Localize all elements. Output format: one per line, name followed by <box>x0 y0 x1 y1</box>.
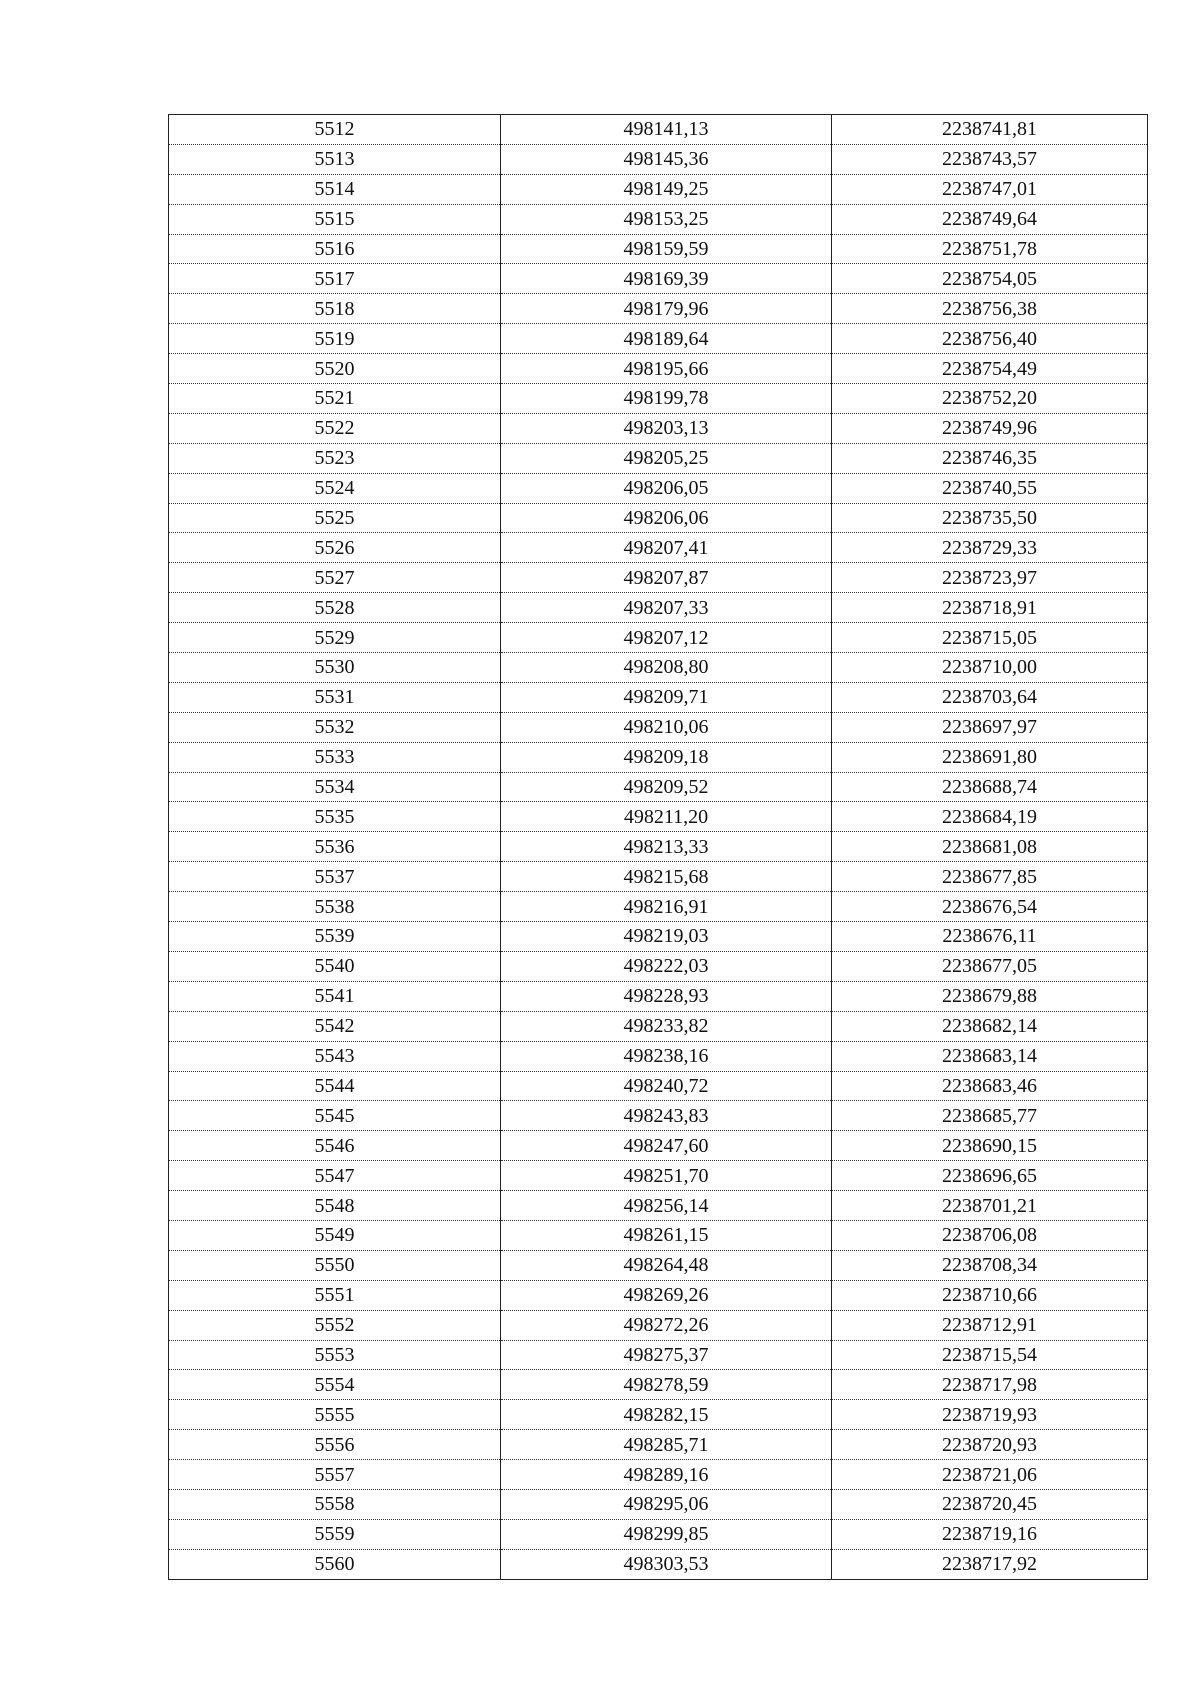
point-number-cell: 5526 <box>169 533 501 563</box>
point-number-cell: 5549 <box>169 1220 501 1250</box>
y-coordinate-cell: 2238703,64 <box>832 682 1148 712</box>
table-row <box>169 1161 1148 1191</box>
table-row <box>169 503 1148 533</box>
table-row <box>169 1250 1148 1280</box>
point-number-cell: 5512 <box>169 115 501 145</box>
y-coordinate-cell: 2238743,57 <box>832 144 1148 174</box>
table-row <box>169 1340 1148 1370</box>
x-coordinate-cell: 498303,53 <box>501 1549 832 1579</box>
point-number-cell: 5518 <box>169 294 501 324</box>
table-row <box>169 862 1148 892</box>
x-coordinate-cell: 498207,12 <box>501 623 832 653</box>
x-coordinate-cell: 498203,13 <box>501 413 832 443</box>
point-number-cell: 5515 <box>169 204 501 234</box>
x-coordinate-cell: 498219,03 <box>501 922 832 952</box>
x-coordinate-cell: 498261,15 <box>501 1220 832 1250</box>
table-row <box>169 1220 1148 1250</box>
point-number-cell: 5556 <box>169 1430 501 1460</box>
x-coordinate-cell: 498205,25 <box>501 443 832 473</box>
x-coordinate-cell: 498179,96 <box>501 294 832 324</box>
y-coordinate-cell: 2238697,97 <box>832 712 1148 742</box>
table-row <box>169 712 1148 742</box>
table-row <box>169 772 1148 802</box>
point-number-cell: 5554 <box>169 1370 501 1400</box>
x-coordinate-cell: 498278,59 <box>501 1370 832 1400</box>
point-number-cell: 5537 <box>169 862 501 892</box>
point-number-cell: 5558 <box>169 1489 501 1519</box>
x-coordinate-cell: 498228,93 <box>501 981 832 1011</box>
point-number-cell: 5516 <box>169 234 501 264</box>
x-coordinate-cell: 498243,83 <box>501 1101 832 1131</box>
x-coordinate-cell: 498195,66 <box>501 354 832 384</box>
y-coordinate-cell: 2238746,35 <box>832 443 1148 473</box>
x-coordinate-cell: 498285,71 <box>501 1430 832 1460</box>
x-coordinate-cell: 498233,82 <box>501 1011 832 1041</box>
table-row <box>169 204 1148 234</box>
y-coordinate-cell: 2238717,92 <box>832 1549 1148 1579</box>
y-coordinate-cell: 2238754,05 <box>832 264 1148 294</box>
table-row <box>169 1430 1148 1460</box>
table-row <box>169 1549 1148 1579</box>
x-coordinate-cell: 498206,05 <box>501 473 832 503</box>
y-coordinate-cell: 2238756,40 <box>832 324 1148 354</box>
point-number-cell: 5552 <box>169 1310 501 1340</box>
table-row <box>169 981 1148 1011</box>
table-row <box>169 1191 1148 1221</box>
table-row <box>169 832 1148 862</box>
point-number-cell: 5524 <box>169 473 501 503</box>
table-row <box>169 1460 1148 1490</box>
point-number-cell: 5548 <box>169 1191 501 1221</box>
point-number-cell: 5522 <box>169 413 501 443</box>
y-coordinate-cell: 2238747,01 <box>832 174 1148 204</box>
y-coordinate-cell: 2238741,81 <box>832 115 1148 145</box>
table-row <box>169 742 1148 772</box>
table-row <box>169 384 1148 414</box>
point-number-cell: 5531 <box>169 682 501 712</box>
x-coordinate-cell: 498269,26 <box>501 1280 832 1310</box>
point-number-cell: 5545 <box>169 1101 501 1131</box>
y-coordinate-cell: 2238676,11 <box>832 922 1148 952</box>
y-coordinate-cell: 2238685,77 <box>832 1101 1148 1131</box>
point-number-cell: 5521 <box>169 384 501 414</box>
y-coordinate-cell: 2238715,05 <box>832 623 1148 653</box>
y-coordinate-cell: 2238691,80 <box>832 742 1148 772</box>
y-coordinate-cell: 2238690,15 <box>832 1131 1148 1161</box>
table-row <box>169 144 1148 174</box>
point-number-cell: 5542 <box>169 1011 501 1041</box>
y-coordinate-cell: 2238751,78 <box>832 234 1148 264</box>
y-coordinate-cell: 2238708,34 <box>832 1250 1148 1280</box>
table-row <box>169 174 1148 204</box>
point-number-cell: 5533 <box>169 742 501 772</box>
point-number-cell: 5547 <box>169 1161 501 1191</box>
y-coordinate-cell: 2238715,54 <box>832 1340 1148 1370</box>
table-row <box>169 1310 1148 1340</box>
table-row <box>169 1519 1148 1549</box>
x-coordinate-cell: 498210,06 <box>501 712 832 742</box>
y-coordinate-cell: 2238720,45 <box>832 1489 1148 1519</box>
coordinates-table-body <box>169 115 1148 1580</box>
y-coordinate-cell: 2238701,21 <box>832 1191 1148 1221</box>
y-coordinate-cell: 2238684,19 <box>832 802 1148 832</box>
point-number-cell: 5543 <box>169 1041 501 1071</box>
y-coordinate-cell: 2238756,38 <box>832 294 1148 324</box>
table-row <box>169 1101 1148 1131</box>
table-row <box>169 354 1148 384</box>
x-coordinate-cell: 498289,16 <box>501 1460 832 1490</box>
x-coordinate-cell: 498145,36 <box>501 144 832 174</box>
y-coordinate-cell: 2238706,08 <box>832 1220 1148 1250</box>
table-row <box>169 593 1148 623</box>
table-row <box>169 1071 1148 1101</box>
point-number-cell: 5519 <box>169 324 501 354</box>
y-coordinate-cell: 2238683,14 <box>832 1041 1148 1071</box>
point-number-cell: 5557 <box>169 1460 501 1490</box>
y-coordinate-cell: 2238679,88 <box>832 981 1148 1011</box>
point-number-cell: 5550 <box>169 1250 501 1280</box>
x-coordinate-cell: 498272,26 <box>501 1310 832 1340</box>
point-number-cell: 5535 <box>169 802 501 832</box>
table-row <box>169 324 1148 354</box>
y-coordinate-cell: 2238718,91 <box>832 593 1148 623</box>
x-coordinate-cell: 498295,06 <box>501 1489 832 1519</box>
point-number-cell: 5523 <box>169 443 501 473</box>
y-coordinate-cell: 2238749,96 <box>832 413 1148 443</box>
x-coordinate-cell: 498215,68 <box>501 862 832 892</box>
table-row <box>169 1400 1148 1430</box>
y-coordinate-cell: 2238749,64 <box>832 204 1148 234</box>
point-number-cell: 5560 <box>169 1549 501 1579</box>
x-coordinate-cell: 498207,33 <box>501 593 832 623</box>
x-coordinate-cell: 498222,03 <box>501 951 832 981</box>
table-row <box>169 1041 1148 1071</box>
x-coordinate-cell: 498159,59 <box>501 234 832 264</box>
point-number-cell: 5544 <box>169 1071 501 1101</box>
point-number-cell: 5541 <box>169 981 501 1011</box>
table-row <box>169 1280 1148 1310</box>
table-row <box>169 413 1148 443</box>
table-row <box>169 563 1148 593</box>
point-number-cell: 5528 <box>169 593 501 623</box>
x-coordinate-cell: 498153,25 <box>501 204 832 234</box>
table-row <box>169 1370 1148 1400</box>
table-row <box>169 922 1148 952</box>
table-row <box>169 1011 1148 1041</box>
x-coordinate-cell: 498207,41 <box>501 533 832 563</box>
x-coordinate-cell: 498207,87 <box>501 563 832 593</box>
point-number-cell: 5534 <box>169 772 501 802</box>
x-coordinate-cell: 498213,33 <box>501 832 832 862</box>
x-coordinate-cell: 498149,25 <box>501 174 832 204</box>
y-coordinate-cell: 2238723,97 <box>832 563 1148 593</box>
table-row <box>169 1131 1148 1161</box>
y-coordinate-cell: 2238719,16 <box>832 1519 1148 1549</box>
x-coordinate-cell: 498275,37 <box>501 1340 832 1370</box>
y-coordinate-cell: 2238712,91 <box>832 1310 1148 1340</box>
y-coordinate-cell: 2238729,33 <box>832 533 1148 563</box>
table-row <box>169 951 1148 981</box>
point-number-cell: 5546 <box>169 1131 501 1161</box>
y-coordinate-cell: 2238710,66 <box>832 1280 1148 1310</box>
table-row <box>169 234 1148 264</box>
table-row <box>169 892 1148 922</box>
table-row <box>169 264 1148 294</box>
table-row <box>169 443 1148 473</box>
point-number-cell: 5530 <box>169 653 501 683</box>
point-number-cell: 5525 <box>169 503 501 533</box>
table-row <box>169 533 1148 563</box>
point-number-cell: 5513 <box>169 144 501 174</box>
y-coordinate-cell: 2238681,08 <box>832 832 1148 862</box>
table-row <box>169 802 1148 832</box>
y-coordinate-cell: 2238688,74 <box>832 772 1148 802</box>
point-number-cell: 5520 <box>169 354 501 384</box>
table-row <box>169 623 1148 653</box>
point-number-cell: 5536 <box>169 832 501 862</box>
y-coordinate-cell: 2238721,06 <box>832 1460 1148 1490</box>
point-number-cell: 5539 <box>169 922 501 952</box>
x-coordinate-cell: 498299,85 <box>501 1519 832 1549</box>
x-coordinate-cell: 498240,72 <box>501 1071 832 1101</box>
y-coordinate-cell: 2238683,46 <box>832 1071 1148 1101</box>
y-coordinate-cell: 2238719,93 <box>832 1400 1148 1430</box>
table-row <box>169 294 1148 324</box>
x-coordinate-cell: 498209,71 <box>501 682 832 712</box>
point-number-cell: 5517 <box>169 264 501 294</box>
x-coordinate-cell: 498264,48 <box>501 1250 832 1280</box>
y-coordinate-cell: 2238752,20 <box>832 384 1148 414</box>
x-coordinate-cell: 498247,60 <box>501 1131 832 1161</box>
x-coordinate-cell: 498141,13 <box>501 115 832 145</box>
x-coordinate-cell: 498189,64 <box>501 324 832 354</box>
y-coordinate-cell: 2238735,50 <box>832 503 1148 533</box>
point-number-cell: 5555 <box>169 1400 501 1430</box>
point-number-cell: 5559 <box>169 1519 501 1549</box>
table-row <box>169 1489 1148 1519</box>
y-coordinate-cell: 2238717,98 <box>832 1370 1148 1400</box>
y-coordinate-cell: 2238720,93 <box>832 1430 1148 1460</box>
y-coordinate-cell: 2238710,00 <box>832 653 1148 683</box>
point-number-cell: 5538 <box>169 892 501 922</box>
y-coordinate-cell: 2238696,65 <box>832 1161 1148 1191</box>
point-number-cell: 5527 <box>169 563 501 593</box>
x-coordinate-cell: 498199,78 <box>501 384 832 414</box>
x-coordinate-cell: 498282,15 <box>501 1400 832 1430</box>
x-coordinate-cell: 498256,14 <box>501 1191 832 1221</box>
x-coordinate-cell: 498211,20 <box>501 802 832 832</box>
y-coordinate-cell: 2238682,14 <box>832 1011 1148 1041</box>
x-coordinate-cell: 498169,39 <box>501 264 832 294</box>
point-number-cell: 5553 <box>169 1340 501 1370</box>
x-coordinate-cell: 498216,91 <box>501 892 832 922</box>
x-coordinate-cell: 498238,16 <box>501 1041 832 1071</box>
point-number-cell: 5529 <box>169 623 501 653</box>
x-coordinate-cell: 498209,52 <box>501 772 832 802</box>
y-coordinate-cell: 2238676,54 <box>832 892 1148 922</box>
y-coordinate-cell: 2238677,85 <box>832 862 1148 892</box>
y-coordinate-cell: 2238754,49 <box>832 354 1148 384</box>
table-row <box>169 115 1148 145</box>
x-coordinate-cell: 498206,06 <box>501 503 832 533</box>
y-coordinate-cell: 2238677,05 <box>832 951 1148 981</box>
point-number-cell: 5540 <box>169 951 501 981</box>
table-row <box>169 682 1148 712</box>
x-coordinate-cell: 498209,18 <box>501 742 832 772</box>
point-number-cell: 5551 <box>169 1280 501 1310</box>
y-coordinate-cell: 2238740,55 <box>832 473 1148 503</box>
point-number-cell: 5514 <box>169 174 501 204</box>
point-number-cell: 5532 <box>169 712 501 742</box>
coordinates-table <box>168 114 1148 1580</box>
table-row <box>169 473 1148 503</box>
x-coordinate-cell: 498208,80 <box>501 653 832 683</box>
table-row <box>169 653 1148 683</box>
x-coordinate-cell: 498251,70 <box>501 1161 832 1191</box>
